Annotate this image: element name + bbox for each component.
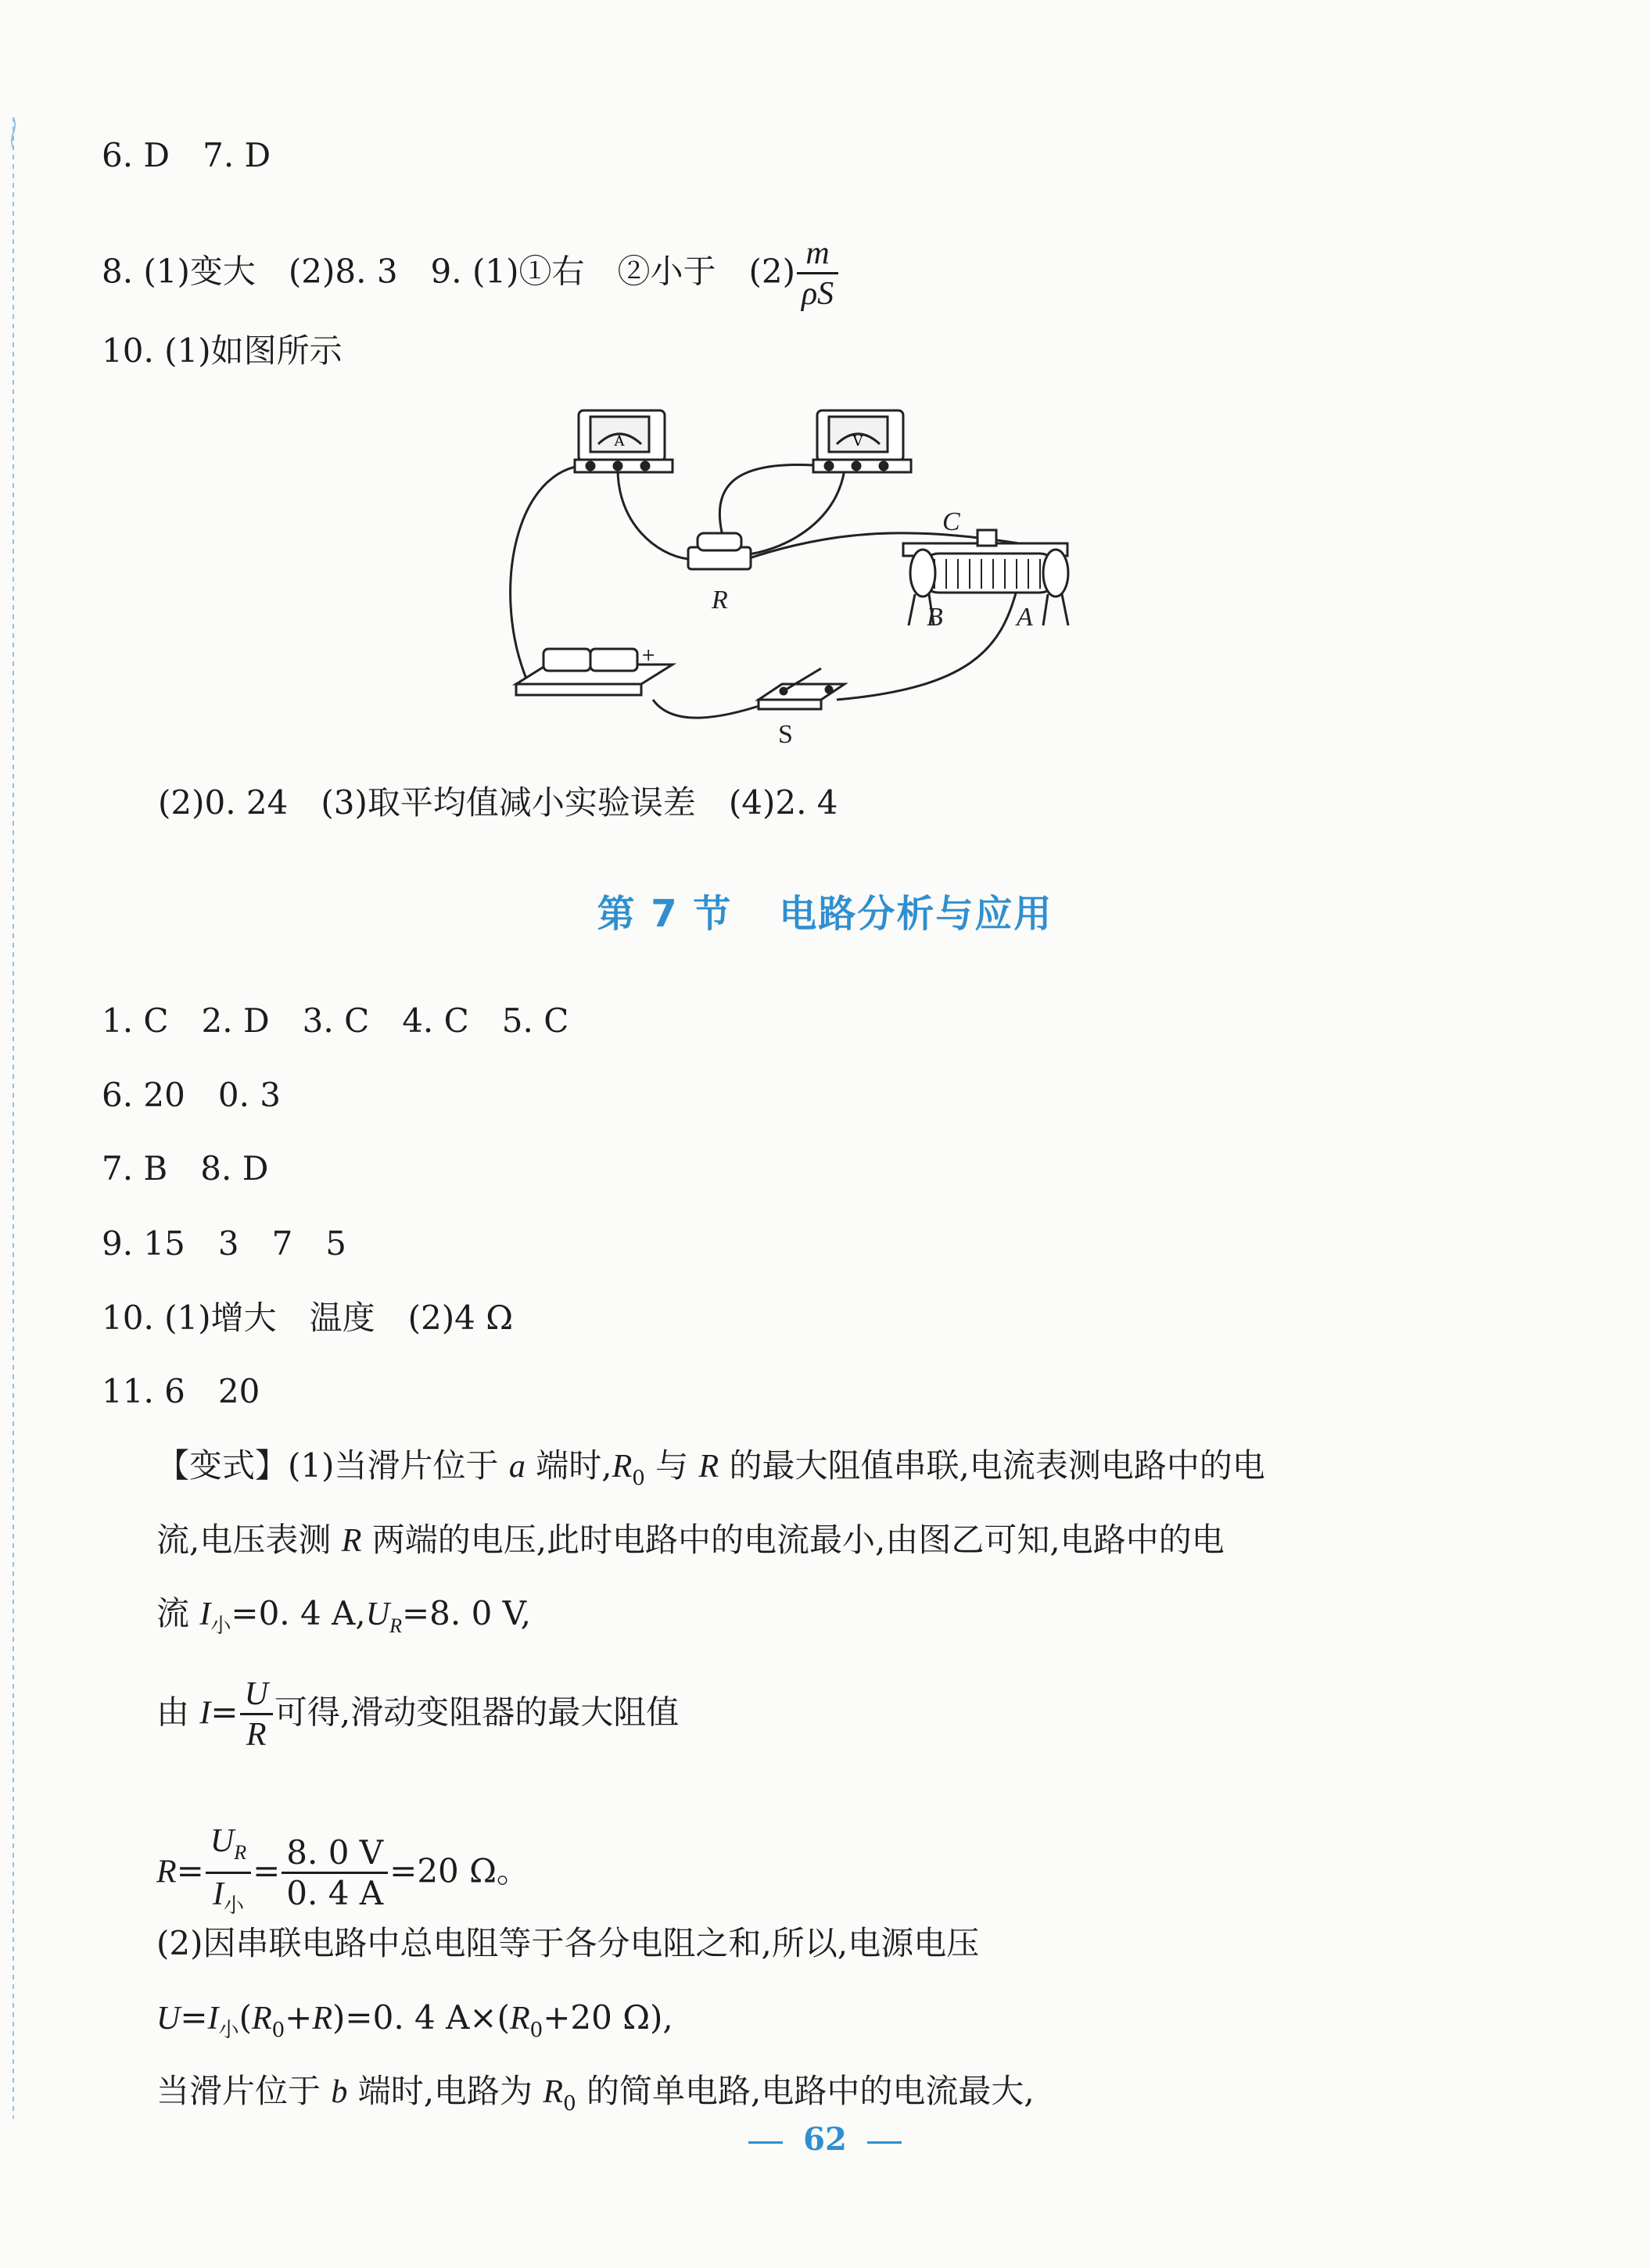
var-r0: R: [510, 2001, 530, 2037]
var-r: R: [341, 1523, 362, 1559]
margin-decoration: [9, 117, 17, 2119]
text: 端时,电路为: [347, 2072, 543, 2110]
fraction-m-over-rho-s: [797, 235, 838, 314]
text: +20 Ω),: [543, 1998, 673, 2037]
fraction-denominator: [206, 1872, 251, 1926]
s7-answer-1-5: 1. C 2. D 3. C 4. C 5. C: [102, 1001, 569, 1040]
wire-ammeter-resistor: [618, 469, 688, 559]
answer-line-10: 10. (1)如图所示: [102, 331, 343, 370]
text: 的简单电路,电路中的电流最大,: [576, 2072, 1035, 2110]
text: +: [285, 1998, 313, 2037]
var-i: I: [207, 2001, 219, 2037]
text: =: [253, 1851, 281, 1890]
text: 与: [644, 1446, 699, 1485]
wire-battery-switch: [653, 700, 766, 718]
subscript: 0: [271, 2019, 285, 2042]
s7-answer-10: 10. (1)增大 温度 (2)4 Ω: [102, 1299, 514, 1337]
variant-line-3: [156, 1592, 531, 1648]
text: =: [180, 1998, 208, 2037]
variant-line-4: [156, 1675, 679, 1754]
fraction-values: [282, 1834, 388, 1913]
answer-8-9-text: 8. (1)变大 (2)8. 3 9. (1)①右 ②小于 (2): [102, 252, 795, 291]
variant-line-6: (2)因串联电路中总电阻等于各分电阻之和,所以,电源电压: [156, 1924, 980, 1962]
answer-line-8-9: [102, 235, 840, 314]
text: 端时,: [525, 1446, 612, 1485]
page-number: [0, 2121, 1650, 2158]
fraction-numerator: m: [805, 235, 830, 271]
variant-line-5: [156, 1822, 529, 1926]
section-number: 第 7 节: [597, 892, 733, 936]
ammeter-label: A: [614, 433, 625, 450]
fraction-numerator: [206, 1822, 251, 1872]
var-i: I: [199, 1695, 211, 1732]
wire-voltmeter-resistor: [743, 469, 845, 555]
text: =: [176, 1851, 204, 1890]
label-c: C: [942, 507, 960, 536]
label-a: A: [1017, 603, 1033, 632]
var-i: I: [199, 1596, 211, 1632]
s7-answer-9: 9. 15 3 7 5: [102, 1224, 347, 1263]
fixed-resistor: [688, 533, 751, 569]
text: (: [239, 1998, 252, 2037]
text: =0. 4 A,: [231, 1594, 366, 1632]
fraction-ur-over-i: [206, 1822, 251, 1926]
subscript: R: [234, 1841, 247, 1864]
switch: [759, 668, 845, 709]
voltmeter-label: V: [852, 433, 863, 450]
subscript: 小: [210, 1614, 231, 1638]
var-r0: R: [543, 2074, 564, 2110]
page-number-value: 62: [803, 2121, 847, 2158]
var-u: U: [156, 2001, 181, 2037]
subscript: 小: [218, 2019, 239, 2042]
variant-line-1: [156, 1444, 1265, 1500]
var-b: b: [331, 2074, 348, 2110]
var-u: U: [365, 1596, 390, 1632]
text: 【变式】(1)当滑片位于: [156, 1446, 509, 1485]
subscript: 小: [223, 1894, 244, 1918]
label-r: R: [712, 586, 728, 614]
subscript: R: [389, 1614, 402, 1637]
s7-answer-7-8: 7. B 8. D: [102, 1149, 269, 1188]
subscript: 0: [529, 2019, 543, 2042]
variant-line-8: [156, 2069, 1035, 2126]
s7-answer-6: 6. 20 0. 3: [102, 1076, 282, 1114]
text: 两端的电压,此时电路中的电流最小,由图乙可知,电路中的电: [361, 1521, 1225, 1559]
variant-line-7: [156, 1996, 673, 2052]
answer-line-10-rest: (2)0. 24 (3)取平均值减小实验误差 (4)2. 4: [158, 783, 838, 822]
fraction-denominator: R: [240, 1713, 273, 1754]
text: 由: [156, 1693, 200, 1732]
text: 可得,滑动变阻器的最大阻值: [274, 1693, 680, 1732]
label-s: S: [778, 720, 793, 749]
fraction-denominator: 0. 4 A: [282, 1872, 388, 1913]
var-r: R: [156, 1854, 177, 1890]
subscript: 0: [632, 1467, 645, 1490]
text: 流,电压表测: [156, 1521, 342, 1559]
section-heading: [0, 883, 1650, 937]
text: =8. 0 V,: [401, 1594, 532, 1632]
text: 流: [156, 1594, 200, 1632]
var-u: U: [210, 1823, 235, 1859]
text: 当滑片位于: [156, 2072, 332, 2110]
fraction-numerator: U: [244, 1676, 268, 1712]
text: 的最大阻值串联,电流表测电路中的电: [719, 1446, 1265, 1485]
s7-answer-11: 11. 6 20: [102, 1372, 260, 1410]
var-r0: R: [251, 2001, 272, 2037]
var-i: I: [212, 1876, 224, 1912]
fraction-numerator: 8. 0 V: [286, 1833, 384, 1872]
var-r: R: [312, 2001, 333, 2037]
subscript: 0: [563, 2092, 576, 2116]
var-r0: R: [612, 1449, 633, 1485]
var-r: R: [698, 1449, 719, 1485]
fraction-denominator: ρS: [797, 272, 838, 314]
variant-line-2: [156, 1518, 1225, 1563]
section-title: 电路分析与应用: [779, 892, 1053, 936]
label-b: B: [927, 603, 943, 632]
dash-left: [748, 2141, 783, 2144]
var-a: a: [508, 1449, 525, 1485]
text: )=0. 4 A×(: [332, 1998, 510, 2037]
label-plus: +: [641, 646, 656, 665]
text: =20 Ω。: [389, 1851, 529, 1890]
circuit-diagram: [500, 391, 1126, 758]
dash-right: [867, 2141, 902, 2144]
fraction-u-over-r: [240, 1675, 273, 1754]
text: =: [210, 1693, 239, 1732]
answer-line-6-7: 6. D 7. D: [102, 136, 271, 174]
